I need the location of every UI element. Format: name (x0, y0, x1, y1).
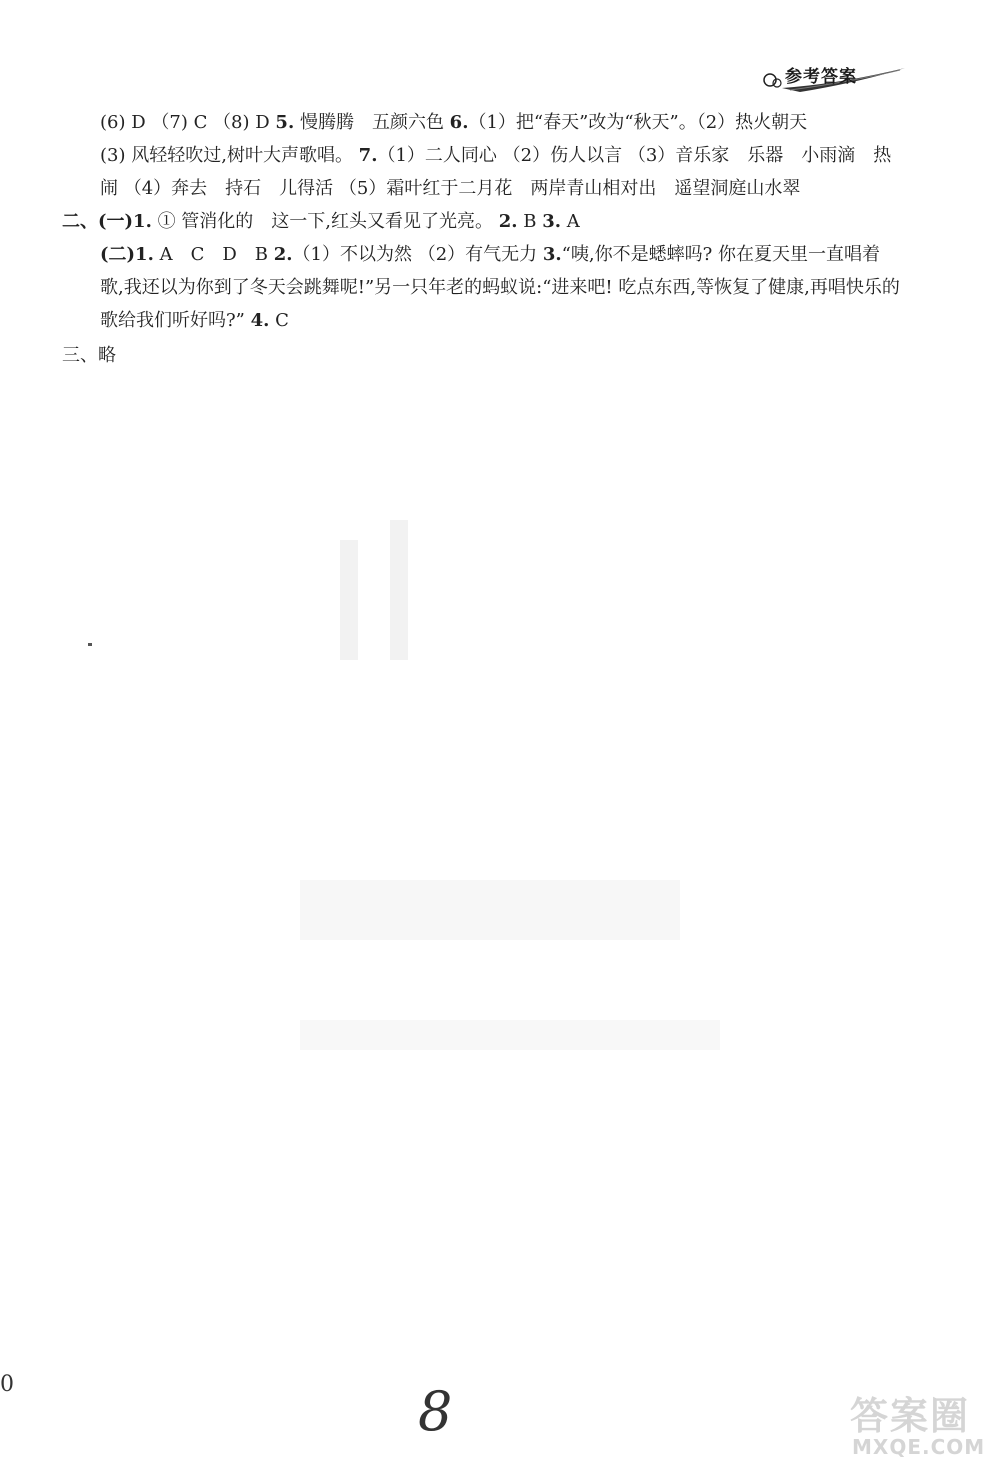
section-3-line (62, 343, 116, 369)
subsection-2-label: (二) (100, 244, 136, 265)
sub2-q2-answer: （1）不以为然 （2）有气无力 (292, 244, 543, 265)
answer-line-1 (100, 110, 807, 136)
site-watermark-logo (850, 1385, 995, 1470)
q6-3-answer: (3) 风轻轻吹过,树叶大声歌唱。 (100, 145, 359, 166)
section-2-label: 二、(一) (62, 211, 134, 232)
q5-number: 5. (275, 112, 295, 133)
s2-q2-number: 2. (498, 211, 518, 232)
sub2-q3-answer-end: 歌给我们听好吗?” (100, 310, 251, 331)
q6-number: 6. (449, 112, 469, 133)
sub2-q1-answer: A C D B (153, 244, 274, 265)
q5-answer: 慢腾腾 五颜六色 (294, 112, 450, 133)
section-3-answer: 三、略 (62, 345, 116, 366)
reference-answer-badge (760, 62, 920, 94)
sub2-q4-answer: C (269, 310, 289, 331)
sub2-q1-number: 1. (135, 244, 154, 265)
q7-answer-continued: 闹 （4）奔去 持石 儿得活 （5）霜叶红于二月花 两岸青山相对出 遥望洞庭山水翠 (100, 178, 801, 199)
sub2-q4-number: 4. (250, 310, 270, 331)
sub2-q3-number: 3. (542, 244, 562, 265)
s2-q3-answer: A (561, 211, 580, 232)
q7-number: 7. (358, 145, 378, 166)
background-watermark (300, 520, 720, 1080)
ink-speck (88, 643, 92, 646)
q7-answer: （1）二人同心 （2）伤人以言 （3）音乐家 乐器 小雨滴 热 (377, 145, 892, 166)
subsection-2-line-1 (100, 242, 880, 268)
section-2-line-1 (62, 209, 580, 235)
answer-line-3 (100, 176, 800, 202)
handwritten-page-number: 8 (418, 1380, 453, 1443)
s2-q1-number: 1. (133, 211, 152, 232)
logo-text: 答案圈 (850, 1394, 971, 1438)
badge-label: 参考答案 (785, 67, 857, 87)
q6-8-answers: (6) D （7) C （8) D (100, 112, 276, 133)
s2-q3-number: 3. (542, 211, 561, 232)
s2-q2-answer: B (517, 211, 543, 232)
s2-q1-answer: ① 管消化的 这一下,红头又看见了光亮。 (151, 211, 499, 232)
subsection-2-line-2 (100, 275, 900, 301)
answer-line-2 (100, 143, 891, 169)
sub2-q2-number: 2. (273, 244, 293, 265)
q6-answer: （1）把“春天”改为“秋天”。（2）热火朝天 (468, 112, 808, 133)
corner-mark: 0 (0, 1372, 14, 1397)
subsection-2-line-3 (100, 308, 289, 334)
sub2-q3-answer-continued: 歌,我还以为你到了冬天会跳舞呢!”另一只年老的蚂蚁说:“进来吧! 吃点东西,等恢复了健康,再唱快乐的 (100, 277, 900, 298)
logo-url: MXQE.COM (852, 1435, 986, 1459)
sub2-q3-answer: “咦,你不是蟋蟀吗? 你在夏天里一直唱着 (561, 244, 880, 265)
